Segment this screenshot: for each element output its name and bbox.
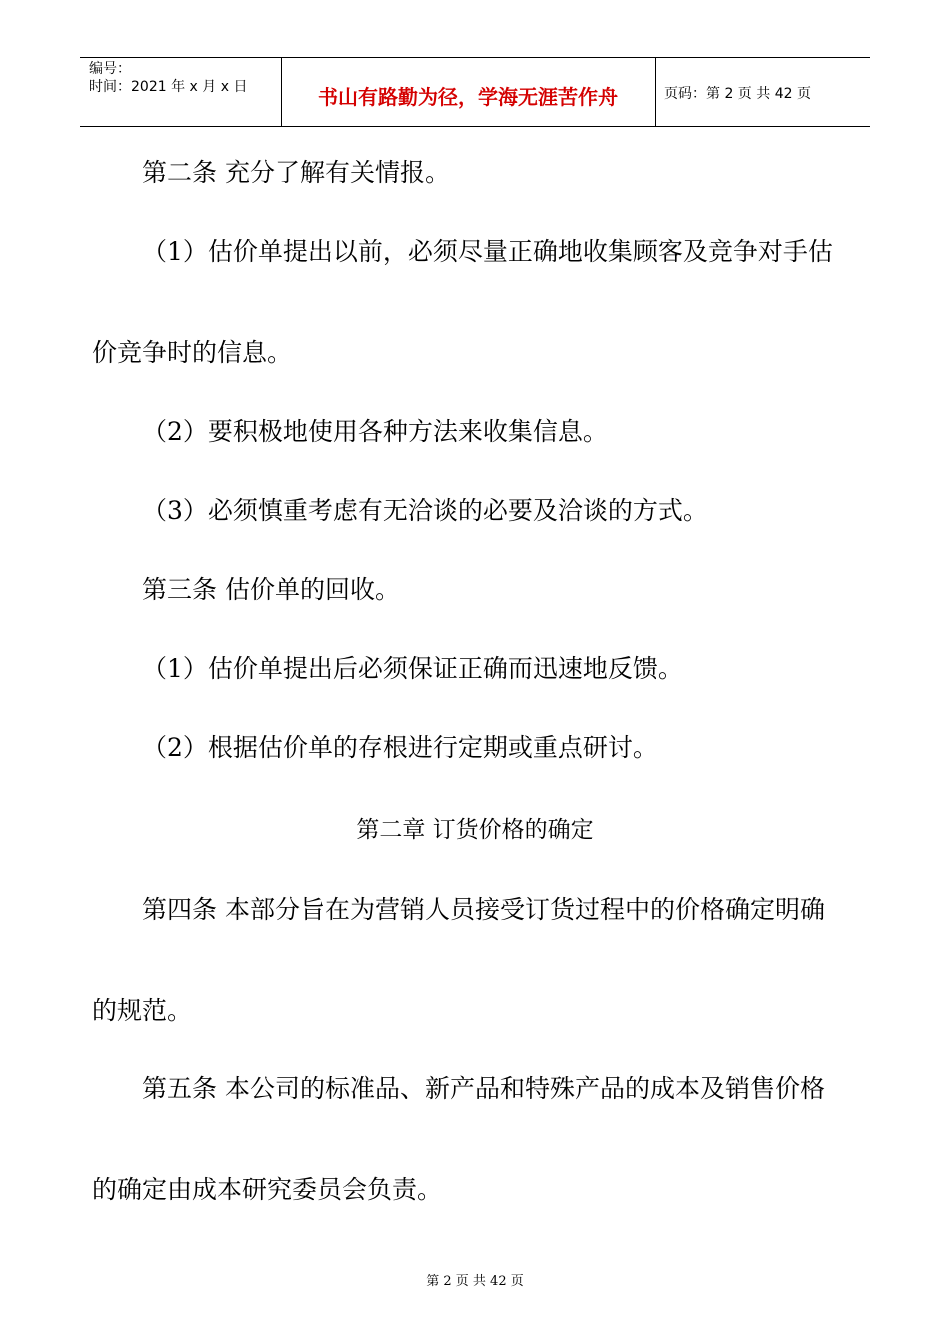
header-meta xyxy=(89,60,247,96)
page-footer: 第 2 页 共 42 页 xyxy=(426,1274,524,1289)
article-3-item-2: （2）根据估价单的存根进行定期或重点研讨。 xyxy=(142,733,658,762)
chapter-title: 第二章 订货价格的确定 xyxy=(356,817,594,843)
article-2-item-2: （2）要积极地使用各种方法来收集信息。 xyxy=(142,417,608,446)
header-page-info: 页码：第 2 页 共 42 页 xyxy=(664,86,811,102)
header-divider-right xyxy=(655,58,656,126)
article-2-item-1-line-1: （1）估价单提出以前，必须尽量正确地收集顾客及竞争对手估 xyxy=(142,237,833,266)
article-2-heading: 第二条 充分了解有关情报。 xyxy=(142,158,450,187)
article-4-line-2: 的规范。 xyxy=(92,996,193,1025)
article-5-line-2: 的确定由成本研究委员会负责。 xyxy=(92,1175,443,1204)
article-2-item-1-line-2: 价竞争时的信息。 xyxy=(92,338,293,367)
article-3-item-1: （1）估价单提出后必须保证正确而迅速地反馈。 xyxy=(142,654,683,683)
header-motto: 书山有路勤为径，学海无涯苦作舟 xyxy=(318,85,618,109)
article-2-item-3: （3）必须慎重考虑有无洽谈的必要及洽谈的方式。 xyxy=(142,496,708,525)
document-time-label: 时间：2021 年 x 月 x 日 xyxy=(89,79,248,95)
page-header xyxy=(80,57,870,127)
article-5-line-1: 第五条 本公司的标准品、新产品和特殊产品的成本及销售价格 xyxy=(142,1074,825,1103)
document-number-label: 编号： xyxy=(89,61,131,77)
article-3-heading: 第三条 估价单的回收。 xyxy=(142,575,400,604)
article-4-line-1: 第四条 本部分旨在为营销人员接受订货过程中的价格确定明确 xyxy=(142,895,825,924)
